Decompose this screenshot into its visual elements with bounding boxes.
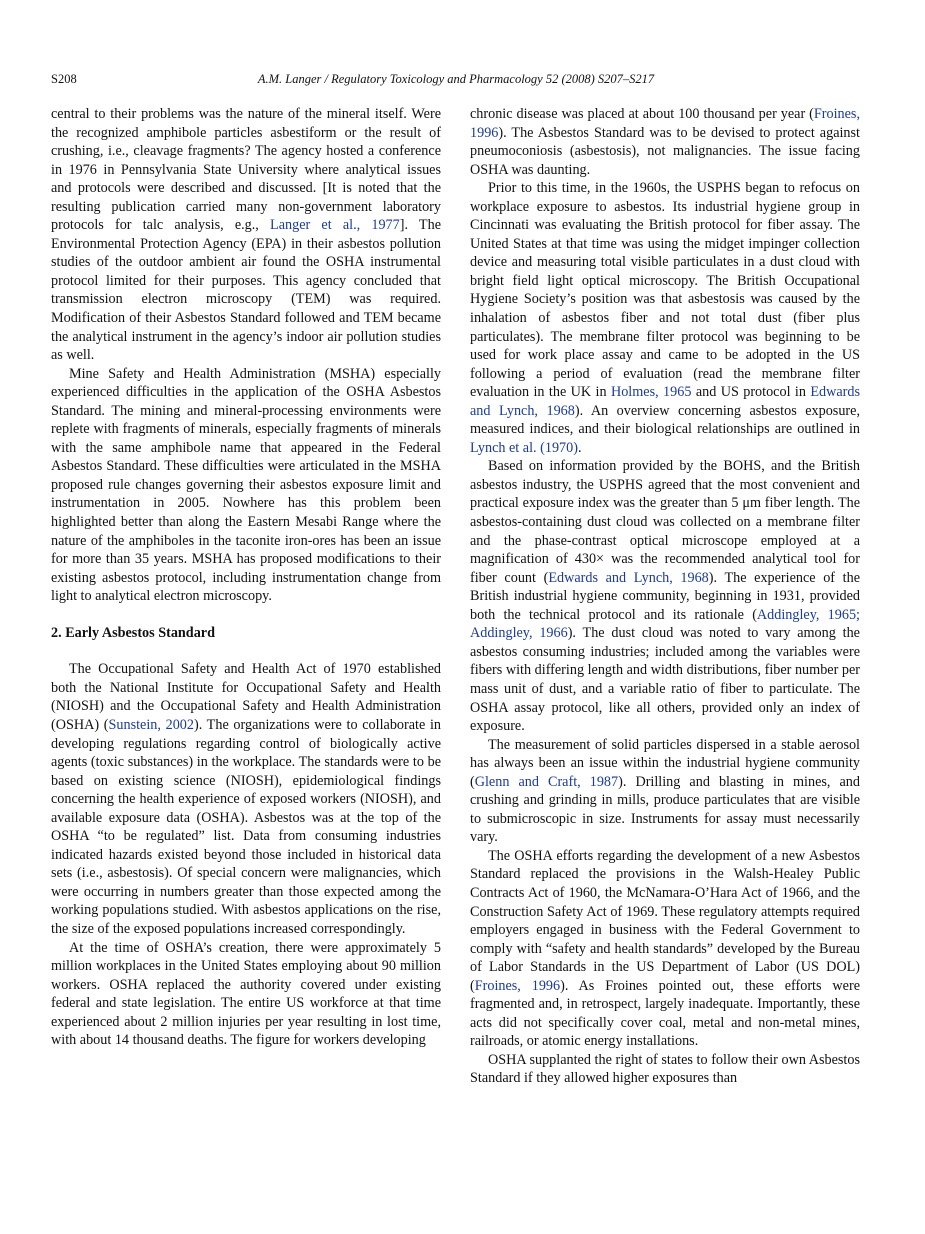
section-heading: 2. Early Asbestos Standard <box>51 624 215 641</box>
text-run: ). As Froines pointed out, these efforts were fragmented and, in retrospect, largely inadequate. Importantly, these acts did not specifically cover coal, metal and non-metal mines, railroads, or atomic energy installations. <box>470 977 860 1050</box>
citation-link[interactable]: Holmes, 1965 <box>610 384 692 401</box>
text-run: ). An overview concerning asbestos exposure, measured indices, and their biological relationships are outlined in <box>470 402 860 438</box>
paragraph <box>470 179 860 457</box>
paragraph: Mine Safety and Health Administration (MSHA) especially experienced difficulties in the application of the OSHA Asbestos Standard. The mining and mineral-processing environments were replete with fragments of minerals, especially fragments of minerals with the same amphibole name that appeared in the Federal Asbestos Standard. These difficulties were articulated in the MSHA proposed rule changes governing their asbestos exposure limit and instrumentation in 2005. Nowhere has this problem been highlighted better than along the Eastern Mesabi Range where the nature of the amphiboles in the taconite iron-ores has been an issue for more than 35 years. MSHA has proposed modifications to their existing asbestos protocol, including instrumentation change from light to analytical electron microscopy. <box>51 365 441 605</box>
citation-link[interactable]: Sunstein, 2002 <box>108 716 194 733</box>
paragraph <box>470 847 860 1051</box>
text-run: Based on information provided by the BOHS, and the British asbestos industry, the USPHS agreed that the most convenient and practical exposure index was the greater than 5 μm fiber length. The asbestos-containing dust cloud was collected on a membrane filter and the phase-contrast optical microscope employed at a magnification of 430× was the recommended analytical tool for fiber count ( <box>470 458 860 586</box>
citation-link[interactable]: Langer et al., 1977 <box>270 217 400 234</box>
citation-link[interactable]: Lynch et al. (1970) <box>470 439 578 456</box>
text-run: ). The organizations were to collaborate in developing regulations regarding control of biologically active agents (toxic substances) in the workplace. The standards were to be based on existing science (NIOSH), epidemiological findings concerning the health experience of exposed workers (NIOSH), and available exposure data (OSHA). Asbestos was at the top of the OSHA “to be regulated” list. Data from consuming industries indicated hazards existed beyond those included in historical data sets (i.e., asbestosis). Of special concern were malignancies, which were occurring in numbers greater than those expected among the working populations studied. With asbestos applications on the rise, the size of the exposed populations increased correspondingly. <box>51 716 441 937</box>
text-run: . <box>577 439 582 456</box>
text-run: The OSHA efforts regarding the development of a new Asbestos Standard replaced the provisions in the Walsh-Healey Public Contracts Act of 1960, the McNamara-O’Hara Act of 1966, and the Construction Safety Act of 1969. These regulatory attempts required employers engaged in business with the Federal Government to comply with “safety and health standards” developed by the Bureau of Labor Standards in the US Department of Labor (US DOL) ( <box>470 847 860 994</box>
citation-link[interactable]: Edwards and Lynch, 1968 <box>548 569 709 586</box>
text-run: ). The Asbestos Standard was to be devised to protect against pneumoconiosis (asbestosis), not malignancies. The issue facing OSHA was daunting. <box>470 124 860 178</box>
text-run: chronic disease was placed at about 100 thousand per year ( <box>470 106 814 122</box>
citation-link[interactable]: Froines, 1996 <box>470 106 860 141</box>
paragraph <box>470 105 860 179</box>
journal-citation: A.M. Langer / Regulatory Toxicology and Pharmacology 52 (2008) S207–S217 <box>257 72 655 86</box>
citation-link[interactable]: Froines, 1996 <box>474 977 561 994</box>
citation-link[interactable]: Edwards and Lynch, 1968 <box>470 384 860 419</box>
citation-link[interactable]: Addingley, 1965; Addingley, 1966 <box>470 606 860 642</box>
citation-link[interactable]: Glenn and Craft, 1987 <box>474 773 619 790</box>
text-run: central to their problems was the nature of the mineral itself. Were the recognized amphibole particles asbestiform or the result of crushing, i.e., cleavage fragments? The agency hosted a conference in 1976 in Pennsylvania State University where analytical issues and protocols were described and discussed. [It is noted that the resulting publication carried many non-government laboratory protocols for talc analysis, e.g., <box>51 106 441 234</box>
right-column <box>470 105 860 1088</box>
text-run: ]. The Environmental Protection Agency (EPA) in their asbestos pollution studies of the outdoor ambient air found the OSHA instrumental protocol limited for their purposes. This agency concluded that transmission electron microscopy (TEM) was required. Modification of their Asbestos Standard followed and TEM became the analytical instrument in the agency’s indoor air pollution studies as well. <box>51 217 441 364</box>
text-run: The Occupational Safety and Health Act of 1970 established both the National Institute for Occupational Safety and Health (NIOSH) and the Occupational Safety and Health Administration (OSHA) ( <box>51 661 441 733</box>
paragraph <box>470 736 860 847</box>
text-run: ). Drilling and blasting in mines, and crushing and grinding in mills, produce particulates that are visible to submicroscopic in size. Instruments for assay must necessarily vary. <box>470 773 860 846</box>
paragraph <box>470 457 860 735</box>
running-header <box>51 69 861 89</box>
paragraph <box>51 660 441 938</box>
paragraph <box>51 105 441 365</box>
text-run: Prior to this time, in the 1960s, the USPHS began to refocus on workplace exposure to asbestos. Its industrial hygiene group in Cincinnati was evaluating the British protocol for fiber assay. The United States at that time was using the midget impinger collection device and measuring total visible particulates in a dust cloud with bright field light optical microscopy. The British Occupational Hygiene Society’s position was that asbestosis was caused by the inhalation of asbestos fiber and not total dust (fiber plus particulates). The membrane filter protocol was beginning to be used for work place assay and came to be adopted in the US following a period of evaluation (read the membrane filter evaluation in the UK in <box>470 180 860 401</box>
text-run: ). The experience of the British industrial hygiene community, beginning in 1931, provided both the technical protocol and its rationale ( <box>470 569 861 623</box>
left-column <box>51 105 441 1050</box>
paragraph: OSHA supplanted the right of states to follow their own Asbestos Standard if they allowed higher exposures than <box>470 1051 860 1087</box>
text-run: The measurement of solid particles dispersed in a stable aerosol has always been an issue within the industrial hygiene community ( <box>470 736 860 790</box>
text-run: and US protocol in <box>691 384 811 401</box>
text-run: ). The dust cloud was noted to vary among the asbestos consuming industries; included among the variables were fibers with differing length and width distributions, fiber number per mass unit of dust, and a variable ratio of fiber to particulate. The OSHA assay protocol, like all others, provided only an index of exposure. <box>470 625 860 735</box>
page-number: S208 <box>51 72 77 86</box>
paragraph: At the time of OSHA’s creation, there were approximately 5 million workplaces in the United States employing about 90 million workers. OSHA replaced the authority covered under existing federal and state legislation. The entire US workforce at that time experienced about 2 million injuries per year resulting in lost time, with about 14 thousand deaths. The figure for workers developing <box>51 939 441 1049</box>
